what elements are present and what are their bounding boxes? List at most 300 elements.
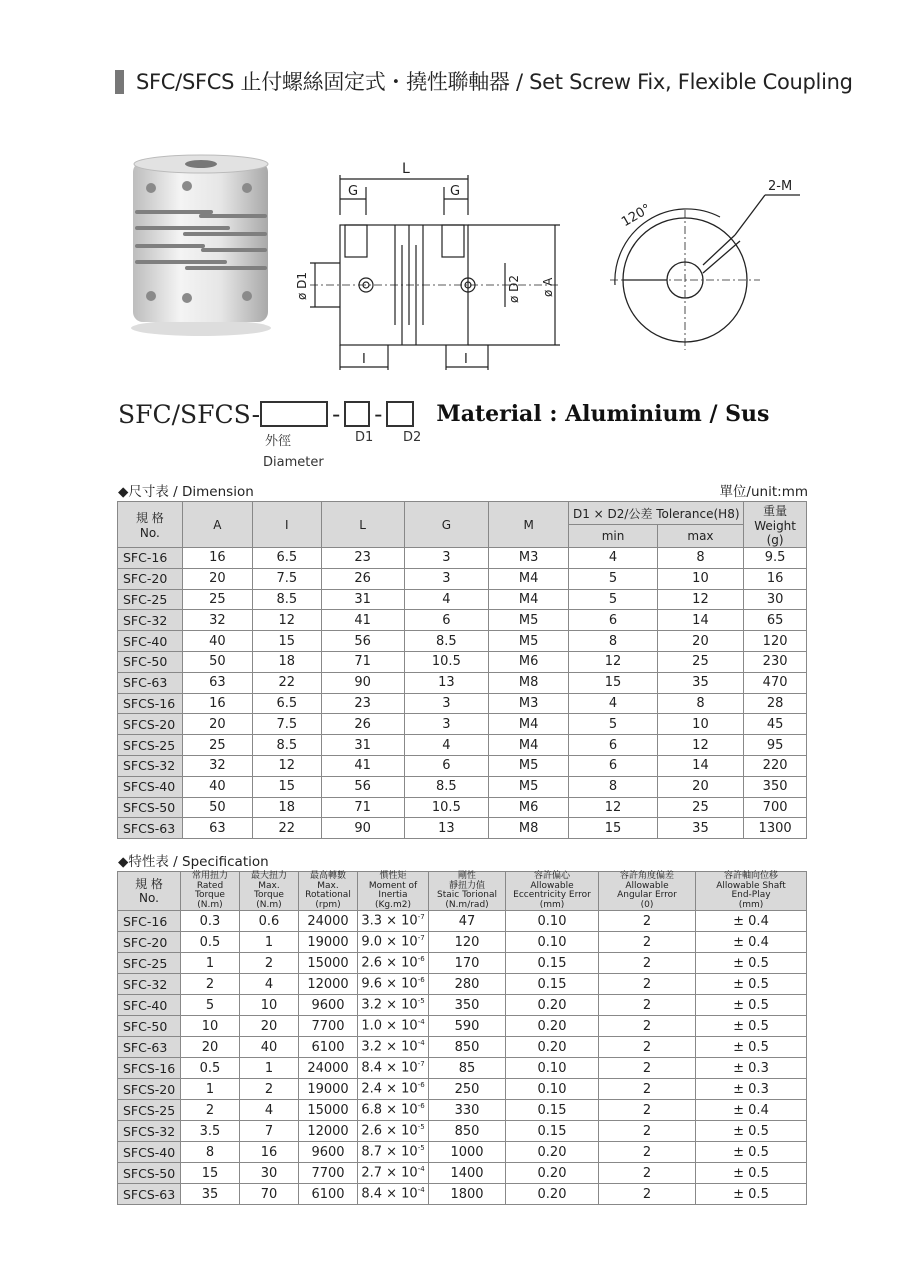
table-cell: 6 [404,755,488,776]
table-cell: 0.20 [506,1142,599,1163]
inertia-cell: $3.2 \times 10^{-5}$ [358,995,429,1016]
table-cell: 30 [240,1163,299,1184]
table-cell: 26 [321,568,404,589]
table-row [118,911,807,932]
model-number-cell: SFC-16 [118,548,183,569]
col-tolerance: D1 × D2/公差 Tolerance(H8) [569,502,744,525]
table-cell: 8.5 [404,776,488,797]
table-row [118,1016,807,1037]
model-code [118,396,769,432]
table-row [118,672,807,693]
d2-label: D2 [403,430,422,445]
table-cell: 3.5 [181,1121,240,1142]
inertia-cell: $2.6 \times 10^{-5}$ [358,1121,429,1142]
table-cell: 3 [404,568,488,589]
table-cell: 95 [744,735,807,756]
model-number-cell: SFC-50 [118,651,183,672]
table-cell: 71 [321,797,404,818]
col-no: 規 格 No. [118,502,183,548]
model-number-cell: SFCS-25 [118,1100,181,1121]
inertia-cell: $9.0 \times 10^{-7}$ [358,932,429,953]
spec-col-no: 規 格 No. [118,872,181,911]
table-cell: 2 [240,1079,299,1100]
table-cell: 6.5 [253,548,321,569]
table-cell: M5 [489,631,569,652]
table-cell: 71 [321,651,404,672]
diameter-box [260,401,328,427]
spec-col-stiffness: 剛性 靜扭力值 Staic Torional (N.m/rad) [429,872,506,911]
table-row [118,974,807,995]
table-row [118,1058,807,1079]
model-number-cell: SFC-40 [118,631,183,652]
table-cell: 170 [429,953,506,974]
table-cell: 590 [429,1016,506,1037]
model-number-cell: SFCS-40 [118,776,183,797]
table-row [118,995,807,1016]
col-max: max [657,525,743,548]
table-cell: 2 [599,953,696,974]
table-row [118,1037,807,1058]
table-cell: 63 [182,818,252,839]
d2-box [386,401,414,427]
table-cell: 15000 [299,953,358,974]
table-cell: 6 [404,610,488,631]
table-cell: 0.10 [506,1079,599,1100]
table-row [118,548,807,569]
table-cell: 0.15 [506,974,599,995]
label-L: L [402,161,410,177]
table-cell: 6.5 [253,693,321,714]
table-cell: 56 [321,776,404,797]
table-cell: 13 [404,672,488,693]
table-cell: 4 [569,693,657,714]
table-cell: 1300 [744,818,807,839]
table-cell: 6 [569,755,657,776]
table-cell: M4 [489,735,569,756]
table-cell: 0.15 [506,1100,599,1121]
model-number-cell: SFCS-63 [118,818,183,839]
table-cell: M6 [489,651,569,672]
label-angle: 120° [619,201,654,231]
model-number-cell: SFCS-63 [118,1184,181,1205]
table-cell: ± 0.3 [696,1058,807,1079]
model-number-cell: SFC-32 [118,974,181,995]
table-cell: 6100 [299,1037,358,1058]
table-cell: 6 [569,610,657,631]
spec-col-angular: 容許角度偏差 Allowable Angular Error (0) [599,872,696,911]
table-cell: 850 [429,1037,506,1058]
table-cell: 5 [569,714,657,735]
table-cell: 41 [321,610,404,631]
table-cell: 120 [744,631,807,652]
table-cell: 9.5 [744,548,807,569]
table-cell: 1 [240,1058,299,1079]
table-cell: 0.5 [181,1058,240,1079]
table-cell: 2 [599,1121,696,1142]
table-cell: ± 0.5 [696,953,807,974]
specification-heading: ◆特性表 / Specification [118,854,269,870]
table-cell: 350 [744,776,807,797]
table-row [118,953,807,974]
table-cell: 85 [429,1058,506,1079]
table-cell: M3 [489,548,569,569]
table-cell: 12 [253,610,321,631]
table-row [118,755,807,776]
table-cell: 0.6 [240,911,299,932]
spec-col-rated: 常用扭力 Rated Torque (N.m) [181,872,240,911]
side-view-drawing [290,155,580,380]
table-cell: 15 [569,818,657,839]
table-cell: 10.5 [404,651,488,672]
table-cell: 5 [569,589,657,610]
inertia-cell: $2.7 \times 10^{-4}$ [358,1163,429,1184]
table-cell: 7.5 [253,714,321,735]
table-cell: 16 [182,693,252,714]
inertia-cell: $3.2 \times 10^{-4}$ [358,1037,429,1058]
model-dash-1: - [332,400,341,428]
table-cell: 20 [182,568,252,589]
table-row [118,797,807,818]
table-cell: M6 [489,797,569,818]
table-cell: 2 [599,1058,696,1079]
table-cell: 8 [657,693,743,714]
table-cell: 50 [182,797,252,818]
label-G-left: G [348,184,359,199]
table-row [118,1079,807,1100]
table-cell: 15 [569,672,657,693]
table-cell: 2 [599,1037,696,1058]
inertia-cell: $8.4 \times 10^{-4}$ [358,1184,429,1205]
table-cell: 0.20 [506,1016,599,1037]
table-cell: 16 [240,1142,299,1163]
spec-col-endplay: 容許軸向位移 Allowable Shaft End-Play (mm) [696,872,807,911]
col-i: I [253,502,321,548]
table-cell: 31 [321,735,404,756]
table-cell: 8 [657,548,743,569]
table-cell: 12000 [299,1121,358,1142]
col-m: M [489,502,569,548]
table-cell: 8.5 [253,589,321,610]
specification-table [117,871,807,1205]
label-I-left: I [362,352,366,367]
model-number-cell: SFC-25 [118,589,183,610]
table-cell: 22 [253,818,321,839]
table-cell: 15 [253,631,321,652]
table-cell: 19000 [299,932,358,953]
table-cell: 0.20 [506,1184,599,1205]
model-number-cell: SFCS-32 [118,1121,181,1142]
table-row [118,818,807,839]
table-cell: 35 [657,672,743,693]
table-cell: 8.5 [253,735,321,756]
label-G-right: G [450,184,461,199]
table-cell: ± 0.3 [696,1079,807,1100]
table-cell: 47 [429,911,506,932]
label-D2: ø D2 [507,274,521,303]
table-cell: 1400 [429,1163,506,1184]
table-cell: M5 [489,776,569,797]
table-cell: 45 [744,714,807,735]
table-cell: 2 [599,1163,696,1184]
model-number-cell: SFC-20 [118,568,183,589]
table-row [118,776,807,797]
table-cell: 2 [599,1184,696,1205]
model-dash-2: - [374,400,383,428]
model-number-cell: SFCS-40 [118,1142,181,1163]
table-cell: M3 [489,693,569,714]
table-cell: 63 [182,672,252,693]
table-cell: 32 [182,755,252,776]
table-cell: 0.20 [506,1037,599,1058]
col-l: L [321,502,404,548]
table-cell: 50 [182,651,252,672]
table-cell: 1 [181,953,240,974]
table-cell: 2 [599,932,696,953]
table-cell: 10.5 [404,797,488,818]
table-cell: 12000 [299,974,358,995]
table-cell: 9600 [299,995,358,1016]
table-cell: 10 [240,995,299,1016]
table-cell: 8 [569,776,657,797]
table-cell: 1 [181,1079,240,1100]
model-number-cell: SFC-25 [118,953,181,974]
table-row [118,1142,807,1163]
table-cell: ± 0.4 [696,1100,807,1121]
model-number-cell: SFC-63 [118,672,183,693]
table-cell: 1800 [429,1184,506,1205]
table-cell: 0.15 [506,1121,599,1142]
table-cell: 350 [429,995,506,1016]
table-cell: 25 [182,735,252,756]
table-cell: 28 [744,693,807,714]
spec-col-rpm: 最高轉數 Max. Rotational (rpm) [299,872,358,911]
table-cell: 4 [404,735,488,756]
table-cell: 8 [569,631,657,652]
table-cell: 12 [569,797,657,818]
table-cell: M8 [489,818,569,839]
model-number-cell: SFC-63 [118,1037,181,1058]
table-row [118,1121,807,1142]
table-row [118,651,807,672]
model-number-cell: SFCS-25 [118,735,183,756]
table-cell: 3 [404,714,488,735]
table-cell: ± 0.5 [696,1037,807,1058]
table-cell: 65 [744,610,807,631]
table-cell: 18 [253,797,321,818]
table-cell: M8 [489,672,569,693]
page-title: SFC/SFCS 止付螺絲固定式・撓性聯軸器 / Set Screw Fix, Flexible Coupling [136,70,853,94]
table-cell: 25 [657,797,743,818]
end-view-drawing [590,165,810,355]
table-cell: 35 [181,1184,240,1205]
model-number-cell: SFCS-16 [118,693,183,714]
table-cell: 0.10 [506,932,599,953]
model-number-cell: SFC-40 [118,995,181,1016]
table-cell: 2 [599,1016,696,1037]
spec-col-eccentricity: 容許偏心 Allowable Eccentricity Error (mm) [506,872,599,911]
table-cell: 15 [253,776,321,797]
table-cell: 3 [404,548,488,569]
table-cell: 5 [181,995,240,1016]
inertia-cell: $9.6 \times 10^{-6}$ [358,974,429,995]
model-number-cell: SFC-50 [118,1016,181,1037]
table-row [118,568,807,589]
table-cell: 7700 [299,1016,358,1037]
table-cell: 220 [744,755,807,776]
table-cell: 18 [253,651,321,672]
model-number-cell: SFC-16 [118,911,181,932]
table-cell: M4 [489,589,569,610]
table-cell: 31 [321,589,404,610]
model-number-cell: SFC-32 [118,610,183,631]
table-cell: 2 [240,953,299,974]
unit-label: 單位/unit:mm [719,484,808,500]
model-number-cell: SFCS-20 [118,714,183,735]
table-cell: 120 [429,932,506,953]
table-cell: 6 [569,735,657,756]
table-cell: ± 0.5 [696,1184,807,1205]
table-cell: ± 0.5 [696,1142,807,1163]
label-screw: 2-M [768,179,793,194]
inertia-cell: $8.4 \times 10^{-7}$ [358,1058,429,1079]
table-cell: 12 [569,651,657,672]
material-label: Material : Aluminium / Sus [436,401,770,427]
model-number-cell: SFCS-20 [118,1079,181,1100]
table-cell: 20 [240,1016,299,1037]
table-cell: 4 [569,548,657,569]
table-cell: 250 [429,1079,506,1100]
inertia-cell: $2.6 \times 10^{-6}$ [358,953,429,974]
table-cell: 24000 [299,911,358,932]
table-cell: 4 [240,974,299,995]
diameter-en-label: Diameter [263,455,324,470]
table-cell: 14 [657,755,743,776]
col-min: min [569,525,657,548]
table-cell: ± 0.4 [696,932,807,953]
table-cell: 16 [182,548,252,569]
table-cell: 2 [181,1100,240,1121]
col-weight: 重量 Weight (g) [744,502,807,548]
table-row [118,932,807,953]
label-A: ø A [541,277,555,297]
table-cell: 2 [599,1079,696,1100]
table-row [118,714,807,735]
table-row [118,693,807,714]
table-cell: 12 [253,755,321,776]
table-cell: 10 [657,714,743,735]
table-cell: 330 [429,1100,506,1121]
inertia-cell: $2.4 \times 10^{-6}$ [358,1079,429,1100]
model-number-cell: SFCS-16 [118,1058,181,1079]
d1-label: D1 [355,430,374,445]
table-cell: 26 [321,714,404,735]
table-cell: 32 [182,610,252,631]
table-cell: 2 [599,911,696,932]
table-cell: ± 0.5 [696,1163,807,1184]
table-cell: 40 [182,776,252,797]
table-row [118,1163,807,1184]
table-row [118,589,807,610]
table-cell: 22 [253,672,321,693]
table-cell: 0.20 [506,1163,599,1184]
table-cell: M5 [489,610,569,631]
table-row [118,610,807,631]
table-cell: 0.5 [181,932,240,953]
table-cell: 13 [404,818,488,839]
table-cell: 280 [429,974,506,995]
title-marker [115,70,124,94]
table-cell: 3 [404,693,488,714]
table-cell: 19000 [299,1079,358,1100]
table-cell: 40 [182,631,252,652]
table-cell: M4 [489,714,569,735]
table-cell: 90 [321,818,404,839]
model-number-cell: SFCS-32 [118,755,183,776]
table-cell: 7.5 [253,568,321,589]
model-prefix: SFC/SFCS- [118,399,261,429]
table-cell: 4 [240,1100,299,1121]
table-cell: 2 [181,974,240,995]
table-row [118,1184,807,1205]
table-cell: M4 [489,568,569,589]
inertia-cell: $1.0 \times 10^{-4}$ [358,1016,429,1037]
table-cell: 1000 [429,1142,506,1163]
table-cell: 6100 [299,1184,358,1205]
table-cell: 20 [182,714,252,735]
table-cell: 23 [321,548,404,569]
model-number-cell: SFCS-50 [118,797,183,818]
table-row [118,735,807,756]
inertia-cell: $8.7 \times 10^{-5}$ [358,1142,429,1163]
table-cell: 14 [657,610,743,631]
inertia-cell: $6.8 \times 10^{-6}$ [358,1100,429,1121]
table-cell: 2 [599,1100,696,1121]
d1-box [344,401,370,427]
table-cell: 0.15 [506,953,599,974]
model-number-cell: SFCS-50 [118,1163,181,1184]
table-cell: 850 [429,1121,506,1142]
table-cell: 9600 [299,1142,358,1163]
table-cell: 20 [657,776,743,797]
table-cell: M5 [489,755,569,776]
table-cell: 10 [657,568,743,589]
table-cell: 41 [321,755,404,776]
table-cell: ± 0.5 [696,1121,807,1142]
table-cell: 7700 [299,1163,358,1184]
table-cell: 0.20 [506,995,599,1016]
table-cell: 0.3 [181,911,240,932]
table-cell: 70 [240,1184,299,1205]
diameter-cn-label: 外徑 [265,434,292,449]
table-cell: 2 [599,995,696,1016]
table-cell: 1 [240,932,299,953]
table-cell: 10 [181,1016,240,1037]
table-row [118,631,807,652]
table-cell: 56 [321,631,404,652]
table-cell: 4 [404,589,488,610]
table-cell: 2 [599,974,696,995]
table-cell: 24000 [299,1058,358,1079]
label-D1: ø D1 [295,271,309,300]
table-cell: 40 [240,1037,299,1058]
table-row [118,1100,807,1121]
table-cell: 5 [569,568,657,589]
model-number-cell: SFC-20 [118,932,181,953]
spec-col-inertia: 慣性矩 Moment of Inertia (Kg.m2) [358,872,429,911]
table-cell: 8.5 [404,631,488,652]
table-cell: 16 [744,568,807,589]
table-cell: 35 [657,818,743,839]
